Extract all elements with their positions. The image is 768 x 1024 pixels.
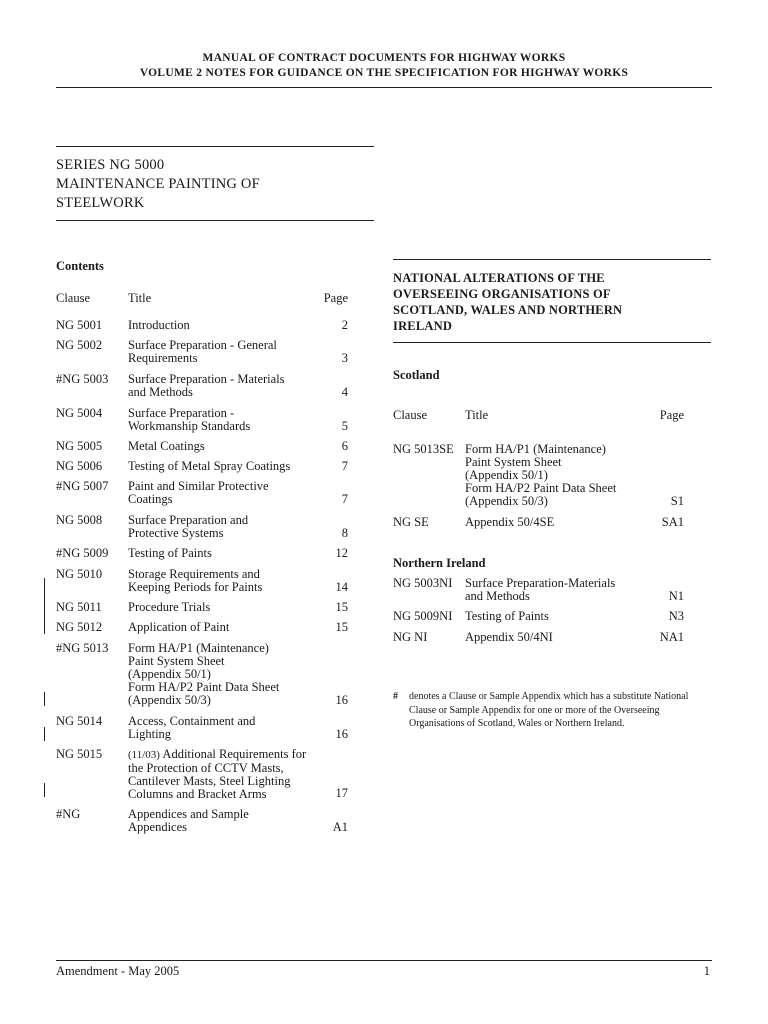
row-title-line: Cantilever Masts, Steel Lighting	[128, 774, 291, 788]
row-title-line	[128, 748, 318, 762]
row-title-line: Workmanship Standards	[128, 419, 251, 433]
change-bar	[44, 578, 45, 634]
row-page: 7	[341, 492, 348, 506]
row-clause: #NG	[56, 807, 81, 821]
row-title	[465, 610, 645, 623]
row-clause: NG 5013SE	[393, 442, 454, 456]
row-title-line: (Appendix 50/1)	[465, 468, 548, 482]
row-clause: #NG 5009	[56, 546, 109, 560]
scotland-col-title: Title	[465, 408, 489, 422]
row-page: 14	[335, 580, 348, 594]
row-title-line: Appendix 50/4NI	[465, 630, 553, 644]
row-page: 4	[341, 385, 348, 399]
row-clause: NG 5006	[56, 459, 103, 473]
row-page: 2	[341, 318, 348, 332]
manual-title: MANUAL OF CONTRACT DOCUMENTS FOR HIGHWAY WORKS	[202, 52, 566, 64]
row-page: 3	[341, 351, 348, 365]
row-clause: NG 5004	[56, 406, 103, 420]
row-title-line: Testing of Paints	[128, 546, 212, 560]
series-title-line: SERIES NG 5000	[56, 157, 165, 173]
row-clause: NG SE	[393, 515, 429, 529]
contents-heading: Contents	[56, 259, 104, 273]
row-page: 5	[341, 419, 348, 433]
row-title-line: Paint System Sheet	[128, 654, 225, 668]
row-clause: NG 5009NI	[393, 609, 453, 623]
row-title-line: Appendices and Sample	[128, 807, 249, 821]
row-clause: NG 5002	[56, 338, 103, 352]
change-bar	[44, 783, 45, 797]
scotland-col-page: Page	[659, 408, 684, 422]
row-title-line: Form HA/P2 Paint Data Sheet	[128, 680, 280, 694]
national-title-line: OVERSEEING ORGANISATIONS OF	[393, 287, 611, 301]
scotland-col-clause: Clause	[393, 408, 428, 422]
row-title-line: and Methods	[465, 589, 530, 603]
row-title	[465, 631, 645, 644]
row-page: N3	[668, 609, 684, 623]
row-title	[128, 407, 318, 433]
row-title	[128, 601, 318, 614]
row-title	[128, 568, 318, 594]
row-title	[128, 715, 318, 741]
row-clause: #NG 5013	[56, 641, 109, 655]
row-title-line: Coatings	[128, 492, 173, 506]
row-title-line: (Appendix 50/3)	[465, 494, 548, 508]
national-title-line: SCOTLAND, WALES AND NORTHERN	[393, 303, 623, 317]
national-bottom-rule	[393, 342, 711, 343]
row-title-line: Protective Systems	[128, 526, 224, 540]
row-page: SA1	[661, 515, 684, 529]
row-clause: NG 5012	[56, 620, 103, 634]
row-clause: #NG 5003	[56, 372, 109, 386]
row-title	[128, 339, 318, 365]
row-title-line: Lighting	[128, 727, 172, 741]
row-title	[128, 748, 318, 801]
row-title-line: Requirements	[128, 351, 198, 365]
northern-ireland-heading: Northern Ireland	[393, 556, 486, 570]
row-clause: NG 5005	[56, 439, 103, 453]
header-rule	[56, 87, 712, 88]
row-page: N1	[668, 589, 684, 603]
row-title-line: Paint and Similar Protective	[128, 479, 269, 493]
row-title-line: Keeping Periods for Paints	[128, 580, 263, 594]
national-title-line: NATIONAL ALTERATIONS OF THE	[393, 271, 605, 285]
row-title-line: Surface Preparation -	[128, 406, 235, 420]
row-title	[465, 516, 645, 529]
row-clause: NG 5003NI	[393, 576, 453, 590]
scotland-heading: Scotland	[393, 368, 440, 382]
row-page: 8	[341, 526, 348, 540]
row-page: 17	[335, 786, 348, 800]
row-clause: NG NI	[393, 630, 428, 644]
row-title-line: Application of Paint	[128, 620, 230, 634]
row-clause: NG 5008	[56, 513, 103, 527]
series-title-line: STEELWORK	[56, 195, 145, 211]
row-page: A1	[332, 820, 348, 834]
row-title	[128, 440, 318, 453]
row-title	[128, 621, 318, 634]
row-title-line: Surface Preparation - Materials	[128, 372, 285, 386]
row-title	[128, 373, 318, 399]
row-title	[128, 808, 318, 834]
change-bar	[44, 727, 45, 741]
series-title	[56, 156, 356, 213]
row-title-line: Appendix 50/4SE	[465, 515, 555, 529]
row-title	[128, 514, 318, 540]
page-number: 1	[703, 964, 710, 978]
row-clause: NG 5011	[56, 600, 102, 614]
row-clause: NG 5010	[56, 567, 103, 581]
row-title-line: Metal Coatings	[128, 439, 205, 453]
row-page: 16	[335, 693, 348, 707]
contents-col-clause: Clause	[56, 291, 91, 305]
row-clause: NG 5014	[56, 714, 103, 728]
row-title-line: and Methods	[128, 385, 193, 399]
row-title-text: Additional Requirements for	[162, 747, 307, 761]
row-page: 16	[335, 727, 348, 741]
row-title-line: Testing of Paints	[465, 609, 549, 623]
row-clause: NG 5015	[56, 747, 103, 761]
national-top-rule	[393, 259, 711, 260]
series-bottom-rule	[56, 220, 374, 221]
change-bar	[44, 692, 45, 706]
row-title-line: Form HA/P1 (Maintenance)	[128, 641, 269, 655]
amendment-note: (11/03)	[128, 749, 160, 761]
row-title	[128, 460, 318, 473]
row-page: 12	[335, 546, 348, 560]
row-title-line: Testing of Metal Spray Coatings	[128, 459, 291, 473]
row-page: S1	[670, 494, 684, 508]
series-top-rule	[56, 146, 374, 147]
national-title-line: IRELAND	[393, 319, 453, 333]
volume-title: VOLUME 2 NOTES FOR GUIDANCE ON THE SPECIFICATION FOR HIGHWAY WORKS	[139, 67, 629, 79]
row-title	[128, 480, 318, 506]
footnote-text: denotes a Clause or Sample Appendix which has a substitute National Clause or Sample Appendix for one or more of the Overseeing Organisations of Scotland, Wales or Northern Ireland.	[409, 691, 689, 729]
row-title	[128, 319, 318, 332]
row-title-line: the Protection of CCTV Masts,	[128, 761, 284, 775]
row-title-line: Introduction	[128, 318, 190, 332]
row-title-line: (Appendix 50/1)	[128, 667, 211, 681]
row-clause: NG 5001	[56, 318, 103, 332]
row-page: 7	[341, 459, 348, 473]
series-title-line: MAINTENANCE PAINTING OF	[56, 176, 260, 192]
row-title-line: Paint System Sheet	[465, 455, 562, 469]
row-title-line: Form HA/P1 (Maintenance)	[465, 442, 606, 456]
row-title-line: Surface Preparation-Materials	[465, 576, 616, 590]
row-title	[465, 443, 645, 508]
contents-col-page: Page	[323, 291, 348, 305]
row-title-line: Surface Preparation - General	[128, 338, 277, 352]
row-title-line: Appendices	[128, 820, 188, 834]
amendment-date: Amendment - May 2005	[56, 964, 180, 978]
row-title-line: Surface Preparation and	[128, 513, 249, 527]
row-title-line: Access, Containment and	[128, 714, 256, 728]
contents-col-title: Title	[128, 291, 152, 305]
row-title-line: Storage Requirements and	[128, 567, 260, 581]
row-clause: #NG 5007	[56, 479, 109, 493]
row-title-line: Procedure Trials	[128, 600, 211, 614]
footer-rule	[56, 960, 712, 961]
row-title-line: Columns and Bracket Arms	[128, 787, 267, 801]
row-title-line: (Appendix 50/3)	[128, 693, 211, 707]
row-title-line: Form HA/P2 Paint Data Sheet	[465, 481, 617, 495]
row-page: 15	[335, 620, 348, 634]
row-page: 15	[335, 600, 348, 614]
footnote-mark: #	[393, 691, 398, 702]
row-title	[128, 642, 318, 707]
national-alterations-title	[393, 270, 693, 334]
row-title	[465, 577, 645, 603]
row-page: NA1	[659, 630, 684, 644]
row-title	[128, 547, 318, 560]
row-page: 6	[341, 439, 348, 453]
